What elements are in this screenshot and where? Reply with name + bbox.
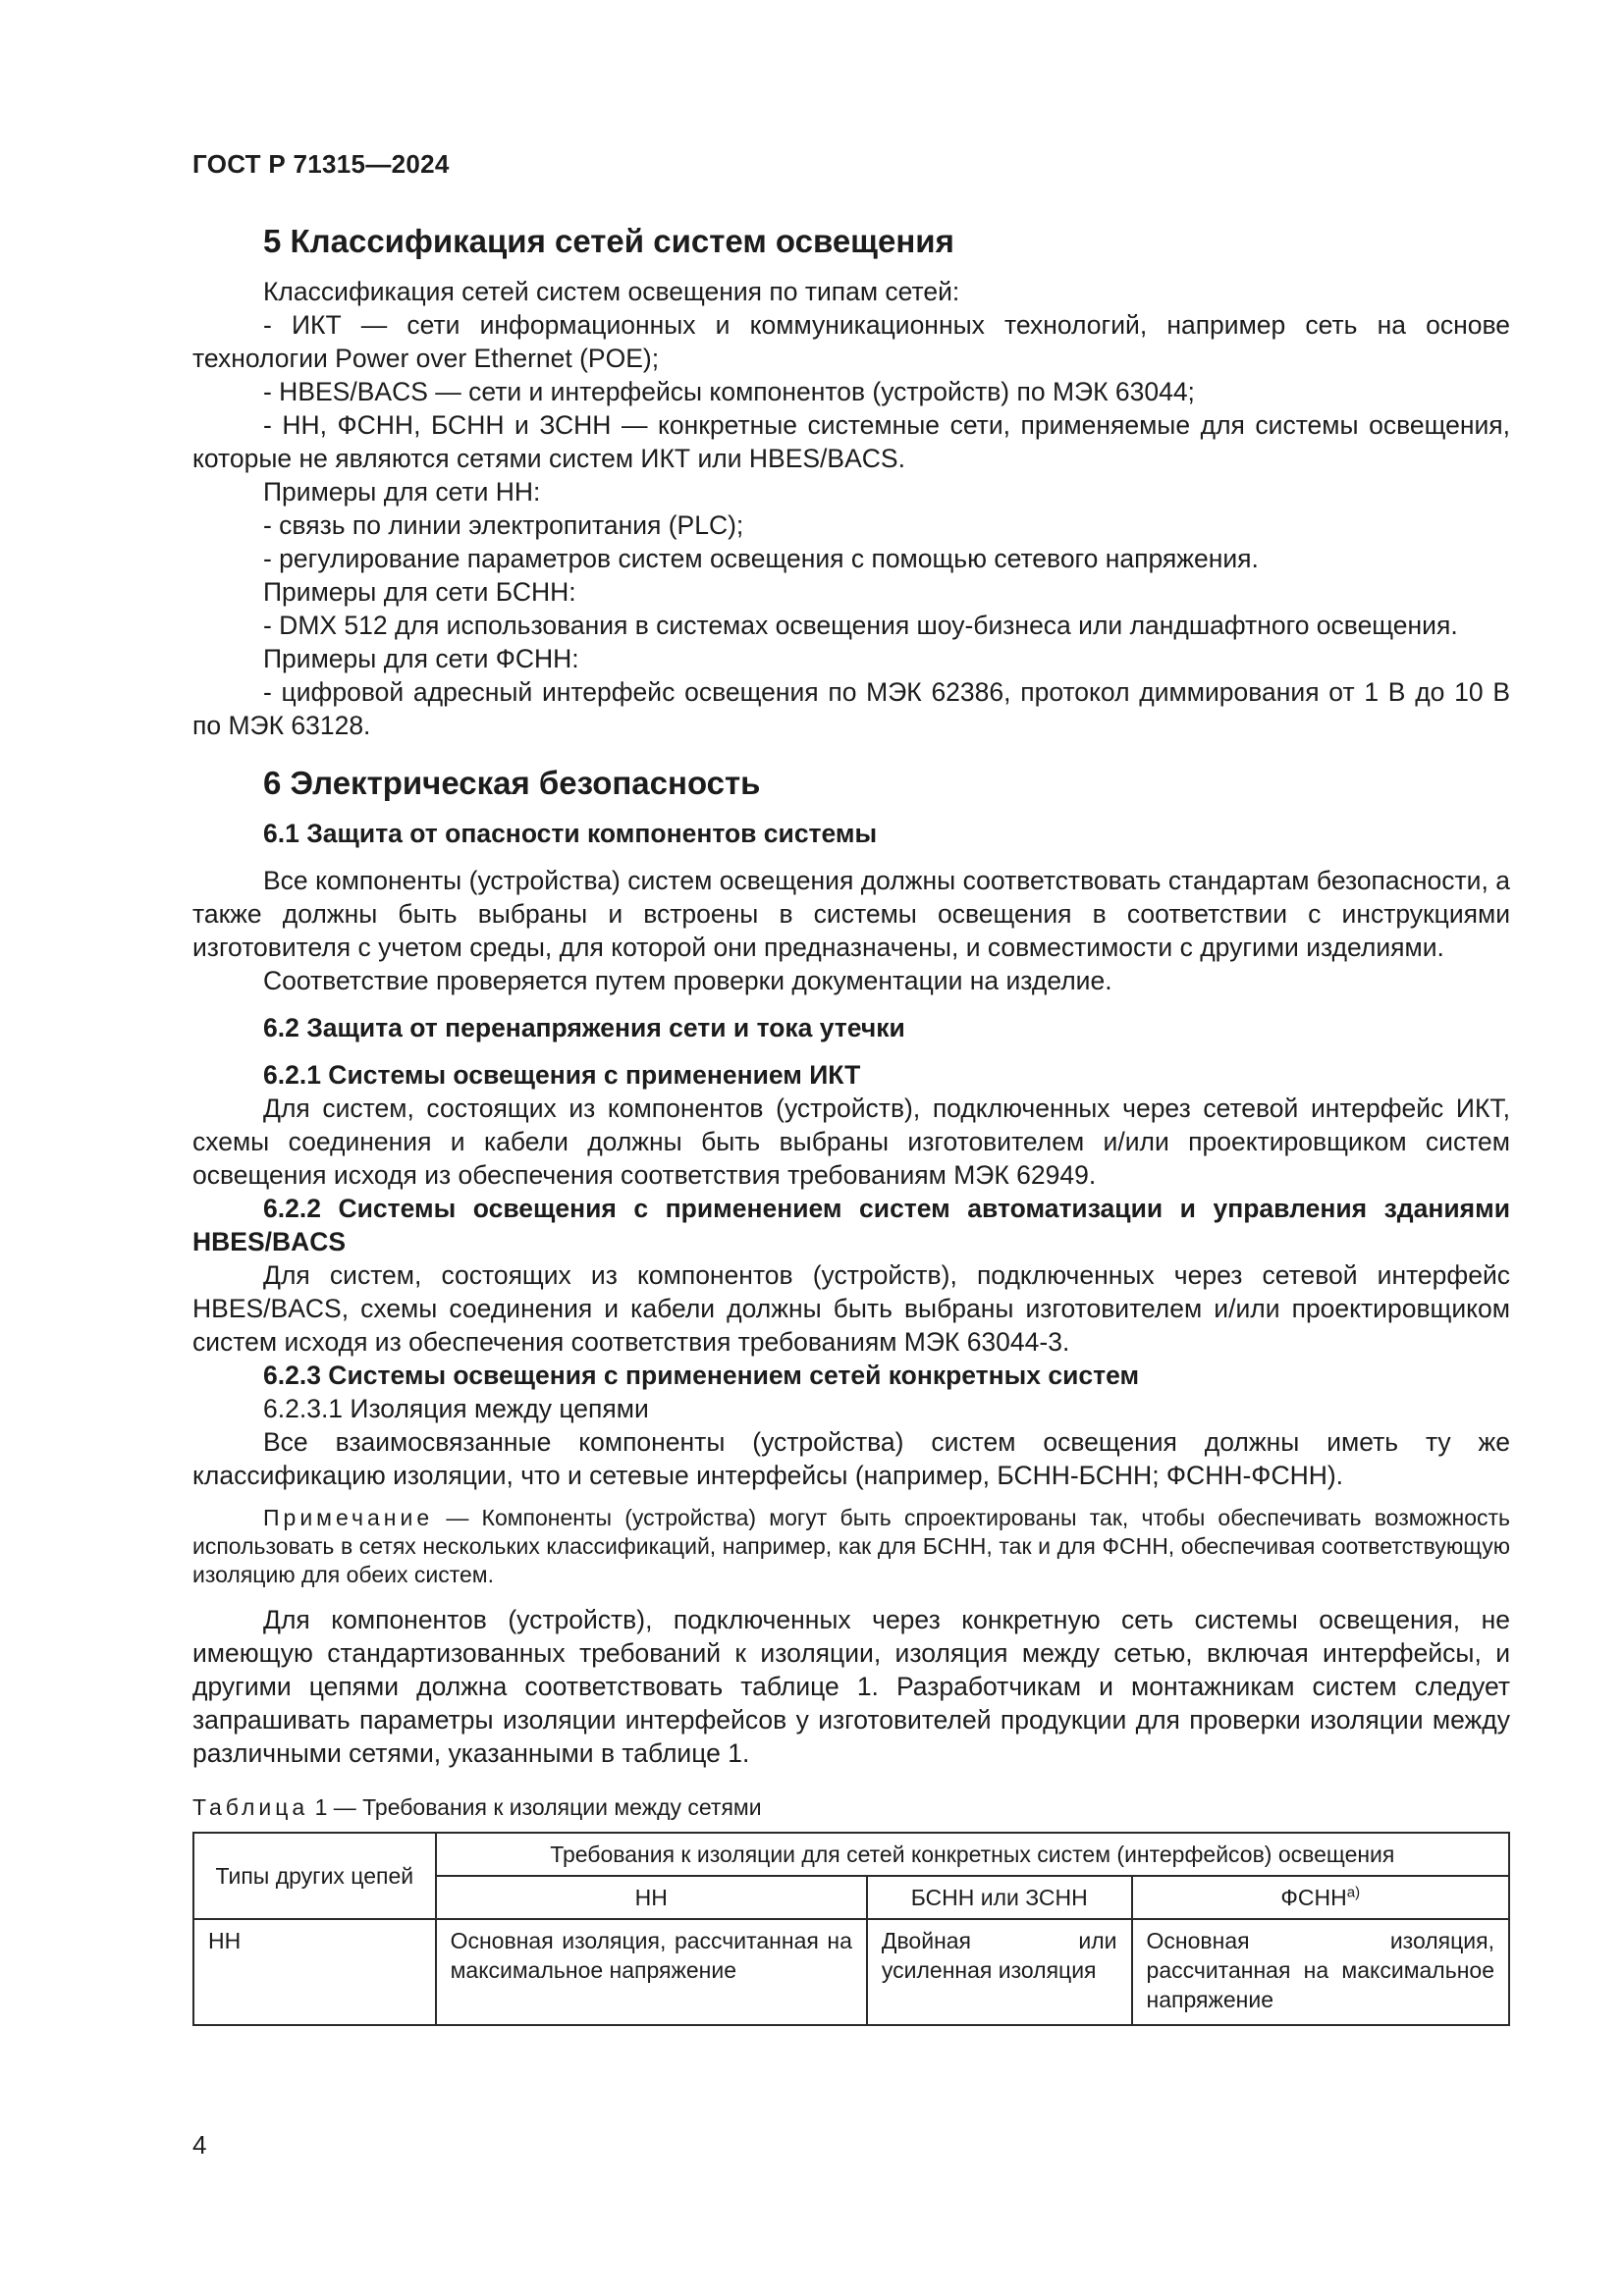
s5-example-dmx: - DMX 512 для использования в системах освещения шоу-бизнеса или ландшафтного освещения. bbox=[263, 611, 1458, 640]
table-row bbox=[193, 1919, 1509, 2025]
s6231-table-ref: Для компонентов (устройств), подключенных через конкретную сеть системы освещения, не имеющую стандартизованных требований к изоляции, изоляция между сетью, включая интерфейсы, и другими цепями должна соответствовать таблице 1. Разработчикам и монтажникам систем следует запрашивать параметры изоляции интерфейсов у изготовителей продукции для проверки изоляции между различными сетями, указанными в таблице 1. bbox=[192, 1605, 1510, 1768]
table-1-caption bbox=[192, 1793, 1510, 1822]
table-caption-text: 1 — Требования к изоляции между сетями bbox=[308, 1794, 762, 1820]
section-6-2-3-title: 6.2.3 Системы освещения с применением сетей конкретных систем bbox=[263, 1361, 1140, 1390]
table-cell-fsnn: Основная изоляция, рассчитанная на максимальное напряжение bbox=[1132, 1919, 1509, 2025]
s6231-title: 6.2.3.1 Изоляция между цепями bbox=[263, 1394, 649, 1423]
s5-examples-nn: Примеры для сети НН: bbox=[263, 477, 541, 507]
doc-header-code: ГОСТ Р 71315—2024 bbox=[192, 149, 450, 179]
page-number: 4 bbox=[192, 2130, 207, 2160]
s5-example-mains: - регулирование параметров систем освещения с помощью сетевого напряжения. bbox=[263, 544, 1259, 573]
table-header-other-circuits: Типы других цепей bbox=[193, 1833, 436, 1919]
table-header-nn: НН bbox=[436, 1876, 867, 1919]
table-cell-nn: Основная изоляция, рассчитанная на максимальное напряжение bbox=[436, 1919, 867, 2025]
s5-example-dali: - цифровой адресный интерфейс освещения по МЭК 62386, протокол диммирования от 1 В до 10 В по МЭК 63128. bbox=[192, 677, 1510, 740]
section-6-2-title: 6.2 Защита от перенапряжения сети и тока утечки bbox=[263, 1013, 905, 1042]
page-content bbox=[192, 222, 1510, 2026]
s5-examples-bsnn: Примеры для сети БСНН: bbox=[263, 577, 576, 607]
s5-item-hbes: - HBES/BACS — сети и интерфейсы компонентов (устройств) по МЭК 63044; bbox=[263, 377, 1195, 406]
note-text: — Компоненты (устройства) могут быть спроектированы так, чтобы обеспечивать возможность использовать в сетях нескольких классификаций, например, как для БСНН, так и для ФСНН, обеспечивая соответствующую изоляцию для обеих систем. bbox=[192, 1505, 1510, 1587]
s6231-paragraph: Все взаимосвязанные компоненты (устройства) систем освещения должны иметь ту же классификацию изоляции, что и сетевые интерфейсы (например, БСНН-БСНН; ФСНН-ФСНН). bbox=[192, 1427, 1510, 1490]
s621-paragraph: Для систем, состоящих из компонентов (устройств), подключенных через сетевой интерфейс ИКТ, схемы соединения и кабели должны быть выбраны изготовителем и/или проектировщиком систем освещения исходя из обеспечения соответствия требованиям МЭК 62949. bbox=[192, 1094, 1510, 1190]
note-label: Примечание bbox=[263, 1505, 434, 1530]
fsnn-footnote-mark: а) bbox=[1346, 1884, 1361, 1901]
s5-item-ict: - ИКТ — сети информационных и коммуникационных технологий, например сеть на основе технологии Power over Ethernet (POE); bbox=[192, 310, 1510, 373]
note bbox=[192, 1504, 1510, 1589]
s61-paragraph: Все компоненты (устройства) систем освещения должны соответствовать стандартам безопасности, а также должны быть выбраны и встроены в системы освещения в соответствии с инструкциями изготовителя с учетом среды, для которой они предназначены, и совместимости с другими изделиями. bbox=[192, 866, 1510, 962]
table-caption-label: Таблица bbox=[192, 1794, 309, 1820]
s5-intro: Классификация сетей систем освещения по типам сетей: bbox=[263, 277, 960, 306]
section-6-1-title: 6.1 Защита от опасности компонентов системы bbox=[263, 819, 878, 848]
section-6-2-1-title: 6.2.1 Системы освещения с применением ИКТ bbox=[263, 1060, 861, 1090]
s5-example-plc: - связь по линии электропитания (PLC); bbox=[263, 510, 744, 540]
table-header-group: Требования к изоляции для сетей конкретных систем (интерфейсов) освещения bbox=[436, 1833, 1509, 1876]
s5-examples-fsnn: Примеры для сети ФСНН: bbox=[263, 644, 579, 673]
s622-paragraph: Для систем, состоящих из компонентов (устройств), подключенных через сетевой интерфейс HBES/BACS, схемы соединения и кабели должны быть выбраны изготовителем и/или проектировщиком систем исходя из обеспечения соответствия требованиям МЭК 63044-3. bbox=[192, 1260, 1510, 1357]
fsnn-label: ФСНН bbox=[1280, 1885, 1347, 1910]
table-cell-type: НН bbox=[193, 1919, 436, 2025]
section-6-2-2-title: 6.2.2 Системы освещения с применением систем автоматизации и управления зданиями HBES/BACS bbox=[192, 1194, 1510, 1256]
s5-item-nn: - НН, ФСНН, БСНН и ЗСНН — конкретные системные сети, применяемые для системы освещения, которые не являются сетями систем ИКТ или HBES/BACS. bbox=[192, 410, 1510, 473]
section-6-title: 6 Электрическая безопасность bbox=[263, 765, 761, 801]
section-5-title: 5 Классификация сетей систем освещения bbox=[263, 223, 954, 259]
table-header-row-1 bbox=[193, 1833, 1509, 1876]
table-header-fsnn bbox=[1132, 1876, 1509, 1919]
table-header-bsnn: БСНН или ЗСНН bbox=[867, 1876, 1132, 1919]
s61-conformity: Соответствие проверяется путем проверки документации на изделие. bbox=[263, 966, 1112, 995]
table-1 bbox=[192, 1832, 1510, 2026]
table-cell-bsnn: Двойная или усиленная изоляция bbox=[867, 1919, 1132, 2025]
